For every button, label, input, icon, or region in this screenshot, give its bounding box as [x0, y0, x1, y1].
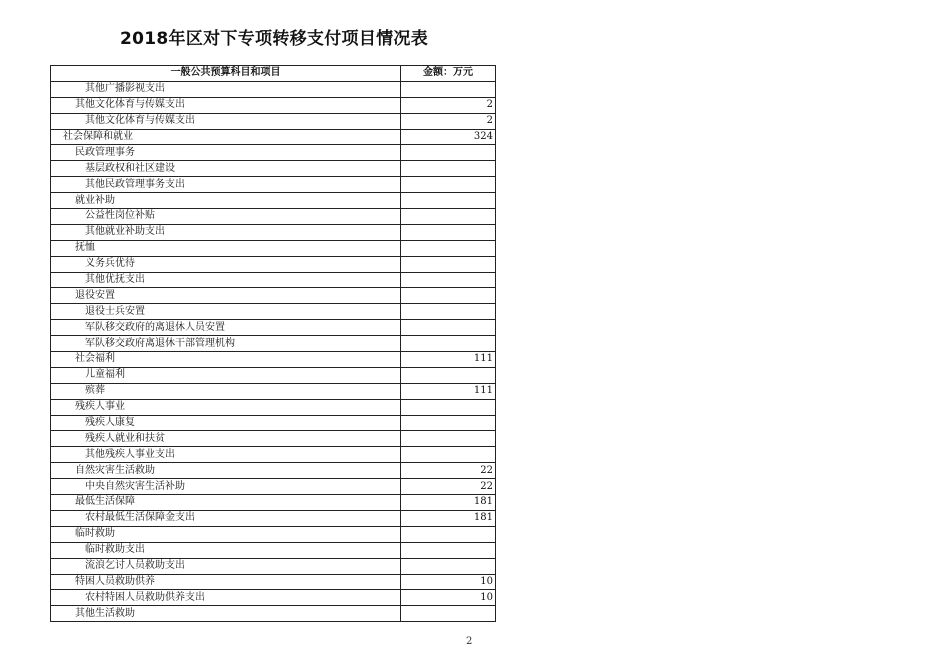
table-row: [51, 240, 496, 256]
row-subject: 其他文化体育与传媒支出: [51, 97, 401, 113]
row-amount: [401, 558, 496, 574]
table-row: [51, 590, 496, 606]
table-row: [51, 542, 496, 558]
row-amount: [401, 526, 496, 542]
row-amount: 10: [401, 590, 496, 606]
row-subject: 义务兵优待: [51, 256, 401, 272]
table-row: [51, 304, 496, 320]
page-title: 2018年区对下专项转移支付项目情况表: [120, 29, 429, 49]
row-amount: [401, 224, 496, 240]
table-row: [51, 288, 496, 304]
row-subject: 其他生活救助: [51, 606, 401, 622]
row-subject: 抚恤: [51, 240, 401, 256]
row-amount: [401, 415, 496, 431]
row-subject: 其他优抚支出: [51, 272, 401, 288]
row-amount: [401, 399, 496, 415]
row-subject: 退役士兵安置: [51, 304, 401, 320]
row-subject: 其他广播影视支出: [51, 81, 401, 97]
row-amount: [401, 240, 496, 256]
row-subject: 中央自然灾害生活补助: [51, 479, 401, 495]
table-row: [51, 97, 496, 113]
table-row: [51, 129, 496, 145]
row-amount: 111: [401, 383, 496, 399]
row-amount: 22: [401, 479, 496, 495]
table-row: [51, 256, 496, 272]
row-subject: 自然灾害生活救助: [51, 463, 401, 479]
row-subject: 民政管理事务: [51, 145, 401, 161]
table-row: [51, 352, 496, 368]
table-row: [51, 479, 496, 495]
table-row: [51, 145, 496, 161]
table-body: [51, 81, 496, 621]
row-amount: 10: [401, 574, 496, 590]
row-amount: [401, 542, 496, 558]
row-amount: [401, 145, 496, 161]
row-subject: 其他残疾人事业支出: [51, 447, 401, 463]
table-row: [51, 463, 496, 479]
table-row: [51, 320, 496, 336]
transfer-payment-table: [50, 65, 496, 622]
row-amount: [401, 177, 496, 193]
table-row: [51, 272, 496, 288]
row-amount: 181: [401, 495, 496, 511]
row-amount: [401, 209, 496, 225]
table-row: [51, 510, 496, 526]
row-amount: [401, 336, 496, 352]
table-row: [51, 447, 496, 463]
table-row: [51, 415, 496, 431]
row-subject: 残疾人事业: [51, 399, 401, 415]
row-amount: 22: [401, 463, 496, 479]
row-subject: 军队移交政府离退休干部管理机构: [51, 336, 401, 352]
row-amount: [401, 81, 496, 97]
row-amount: [401, 606, 496, 622]
table-row: [51, 558, 496, 574]
row-subject: 农村特困人员救助供养支出: [51, 590, 401, 606]
row-amount: [401, 447, 496, 463]
row-amount: 181: [401, 510, 496, 526]
row-amount: 324: [401, 129, 496, 145]
table-row: [51, 606, 496, 622]
row-amount: [401, 367, 496, 383]
row-subject: 殡葬: [51, 383, 401, 399]
row-subject: 社会福利: [51, 352, 401, 368]
row-subject: 残疾人就业和扶贫: [51, 431, 401, 447]
table-row: [51, 495, 496, 511]
table-row: [51, 526, 496, 542]
table-row: [51, 113, 496, 129]
table-row: [51, 177, 496, 193]
table-row: [51, 399, 496, 415]
row-subject: 农村最低生活保障金支出: [51, 510, 401, 526]
row-amount: 2: [401, 113, 496, 129]
row-subject: 公益性岗位补贴: [51, 209, 401, 225]
row-subject: 最低生活保障: [51, 495, 401, 511]
row-amount: 111: [401, 352, 496, 368]
column-header-subject: 一般公共预算科目和项目: [51, 66, 401, 82]
table-row: [51, 383, 496, 399]
row-subject: 其他文化体育与传媒支出: [51, 113, 401, 129]
row-amount: 2: [401, 97, 496, 113]
row-subject: 社会保障和就业: [51, 129, 401, 145]
table-header-row: [51, 66, 496, 82]
row-subject: 残疾人康复: [51, 415, 401, 431]
table-row: [51, 81, 496, 97]
row-amount: [401, 161, 496, 177]
row-subject: 特困人员救助供养: [51, 574, 401, 590]
table-row: [51, 209, 496, 225]
row-subject: 基层政权和社区建设: [51, 161, 401, 177]
row-subject: 其他民政管理事务支出: [51, 177, 401, 193]
row-subject: 流浪乞讨人员救助支出: [51, 558, 401, 574]
row-amount: [401, 304, 496, 320]
table-row: [51, 367, 496, 383]
table-row: [51, 431, 496, 447]
table-row: [51, 574, 496, 590]
row-subject: 临时救助支出: [51, 542, 401, 558]
row-amount: [401, 272, 496, 288]
row-subject: 就业补助: [51, 193, 401, 209]
row-amount: [401, 320, 496, 336]
table-row: [51, 336, 496, 352]
table-row: [51, 161, 496, 177]
row-subject: 儿童福利: [51, 367, 401, 383]
row-subject: 临时救助: [51, 526, 401, 542]
row-amount: [401, 431, 496, 447]
row-subject: 军队移交政府的离退休人员安置: [51, 320, 401, 336]
table-row: [51, 224, 496, 240]
table-row: [51, 193, 496, 209]
row-subject: 退役安置: [51, 288, 401, 304]
row-amount: [401, 193, 496, 209]
row-amount: [401, 256, 496, 272]
row-subject: 其他就业补助支出: [51, 224, 401, 240]
column-header-amount: 金额：万元: [401, 66, 496, 82]
row-amount: [401, 288, 496, 304]
page-number: 2: [466, 636, 473, 647]
